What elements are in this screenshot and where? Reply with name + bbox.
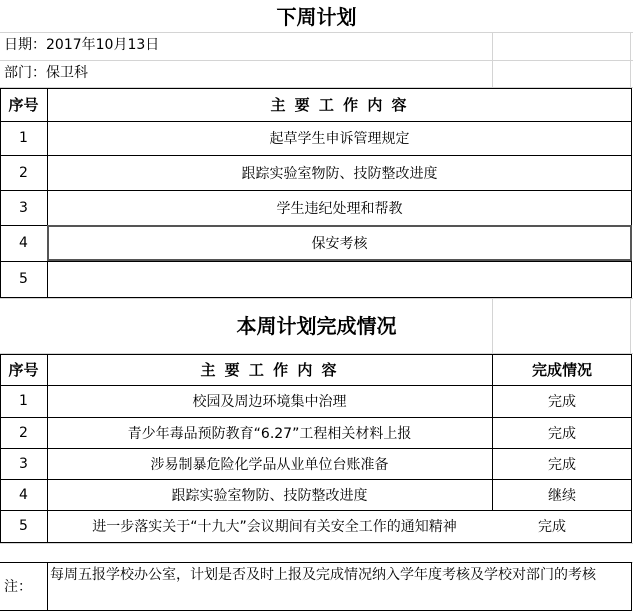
row-status: 完成 — [548, 394, 576, 410]
note-border — [631, 562, 632, 611]
row-content: 青少年毒品预防教育“6.27”工程相关材料上报 — [127, 425, 412, 442]
report-date: 日期：2017年10月13日 — [4, 37, 160, 53]
row-number: 4 — [19, 486, 28, 503]
table-border — [0, 542, 632, 543]
gridline — [0, 60, 633, 61]
gridline — [630, 32, 631, 88]
gridline — [0, 543, 633, 544]
row-content — [47, 261, 632, 297]
row-status: 继续 — [548, 487, 576, 504]
col-header-status: 完成情况 — [531, 361, 592, 379]
note-label: 注： — [4, 579, 32, 595]
note-border — [47, 562, 48, 611]
row-number: 4 — [19, 235, 28, 251]
col-header-content: 主 要 工 作 内 容 — [270, 96, 409, 114]
row-content: 校园及周边环境集中治理 — [192, 394, 347, 410]
row-number: 2 — [19, 164, 28, 181]
row-content: 起草学生申诉管理规定 — [269, 131, 410, 147]
row-number: 5 — [19, 271, 28, 287]
row-status: 完成 — [538, 519, 566, 535]
row-content: 跟踪实验室物防、技防整改进度 — [171, 487, 368, 504]
row-number: 3 — [19, 199, 28, 216]
row-content: 学生违纪处理和帮教 — [276, 200, 403, 217]
this-week-title: 本周计划完成情况 — [236, 314, 397, 338]
row-status: 完成 — [548, 425, 576, 442]
col-header-content: 主 要 工 作 内 容 — [200, 361, 339, 379]
row-number: 2 — [19, 424, 28, 441]
row-content: 进一步落实关于“十九大”会议期间有关安全工作的通知精神 — [92, 519, 457, 535]
row-number: 3 — [19, 455, 28, 472]
row-status: 完成 — [548, 456, 576, 473]
next-week-title: 下周计划 — [276, 5, 357, 29]
gridline — [492, 32, 493, 88]
row-number: 1 — [19, 393, 28, 409]
note-border — [0, 562, 632, 563]
row-content: 涉易制暴危险化学品从业单位台账准备 — [150, 456, 389, 473]
gridline — [0, 298, 633, 299]
row-content: 跟踪实验室物防、技防整改进度 — [241, 165, 438, 182]
department: 部门：保卫科 — [4, 65, 88, 81]
row-number: 5 — [19, 518, 28, 534]
row-number: 1 — [19, 130, 28, 146]
row-content: 保安考核 — [311, 236, 368, 252]
col-header-no: 序号 — [8, 96, 39, 114]
table-border — [0, 297, 632, 298]
gridline — [0, 32, 633, 33]
col-header-no: 序号 — [8, 361, 39, 379]
note-text: 每周五报学校办公室，计划是否及时上报及完成情况纳入学年度考核及学校对部门的考核 — [50, 567, 596, 583]
